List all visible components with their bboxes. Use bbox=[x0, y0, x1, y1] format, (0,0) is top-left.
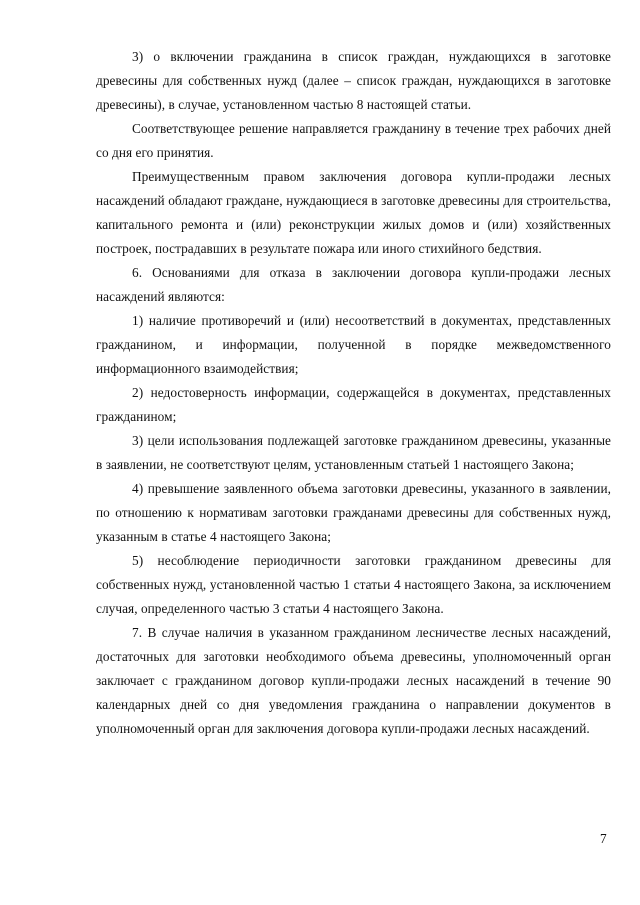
paragraph-ground-2: 2) недостоверность информации, содержащейся в документах, представленных гражданином; bbox=[96, 385, 611, 424]
document-body bbox=[96, 45, 611, 741]
paragraph-item-3-inclusion: 3) о включении гражданина в список граждан, нуждающихся в заготовке древесины для собственных нужд (далее – список граждан, нуждающихся в заготовке древесины), в случае, установленном частью 8 настоящей статьи. bbox=[96, 49, 611, 112]
paragraph-section-6: 6. Основаниями для отказа в заключении договора купли-продажи лесных насаждений являются: bbox=[96, 265, 611, 304]
paragraph-preemptive-right: Преимущественным правом заключения договора купли-продажи лесных насаждений обладают граждане, нуждающиеся в заготовке древесины для строительства, капитального ремонта и (или) реконструкции жилых домов и (или) хозяйственных построек, пострадавших в результате пожара или иного стихийного бедствия. bbox=[96, 169, 611, 256]
paragraph-ground-5: 5) несоблюдение периодичности заготовки гражданином древесины для собственных нужд, установленной частью 1 статьи 4 настоящего Закона, за исключением случая, определенного частью 3 статьи 4 настоящего Закона. bbox=[96, 553, 611, 616]
paragraph-ground-3: 3) цели использования подлежащей заготовке гражданином древесины, указанные в заявлении, не соответствуют целям, установленным статьей 1 настоящего Закона; bbox=[96, 433, 611, 472]
paragraph-ground-1: 1) наличие противоречий и (или) несоответствий в документах, представленных гражданином, и информации, полученной в порядке межведомственного информационного взаимодействия; bbox=[96, 313, 611, 376]
paragraph-section-7: 7. В случае наличия в указанном гражданином лесничестве лесных насаждений, достаточных для заготовки необходимого объема древесины, уполномоченный орган заключает с гражданином договор купли-продажи лесных насаждений в течение 90 календарных дней со дня уведомления гражданина о направлении документов в уполномоченный орган для заключения договора купли-продажи лесных насаждений. bbox=[96, 625, 611, 736]
paragraph-ground-4: 4) превышение заявленного объема заготовки древесины, указанного в заявлении, по отношению к нормативам заготовки гражданами древесины для собственных нужд, указанным в статье 4 настоящего Закона; bbox=[96, 481, 611, 544]
paragraph-decision-notice: Соответствующее решение направляется гражданину в течение трех рабочих дней со дня его принятия. bbox=[96, 121, 611, 160]
page-number: 7 bbox=[600, 831, 607, 846]
